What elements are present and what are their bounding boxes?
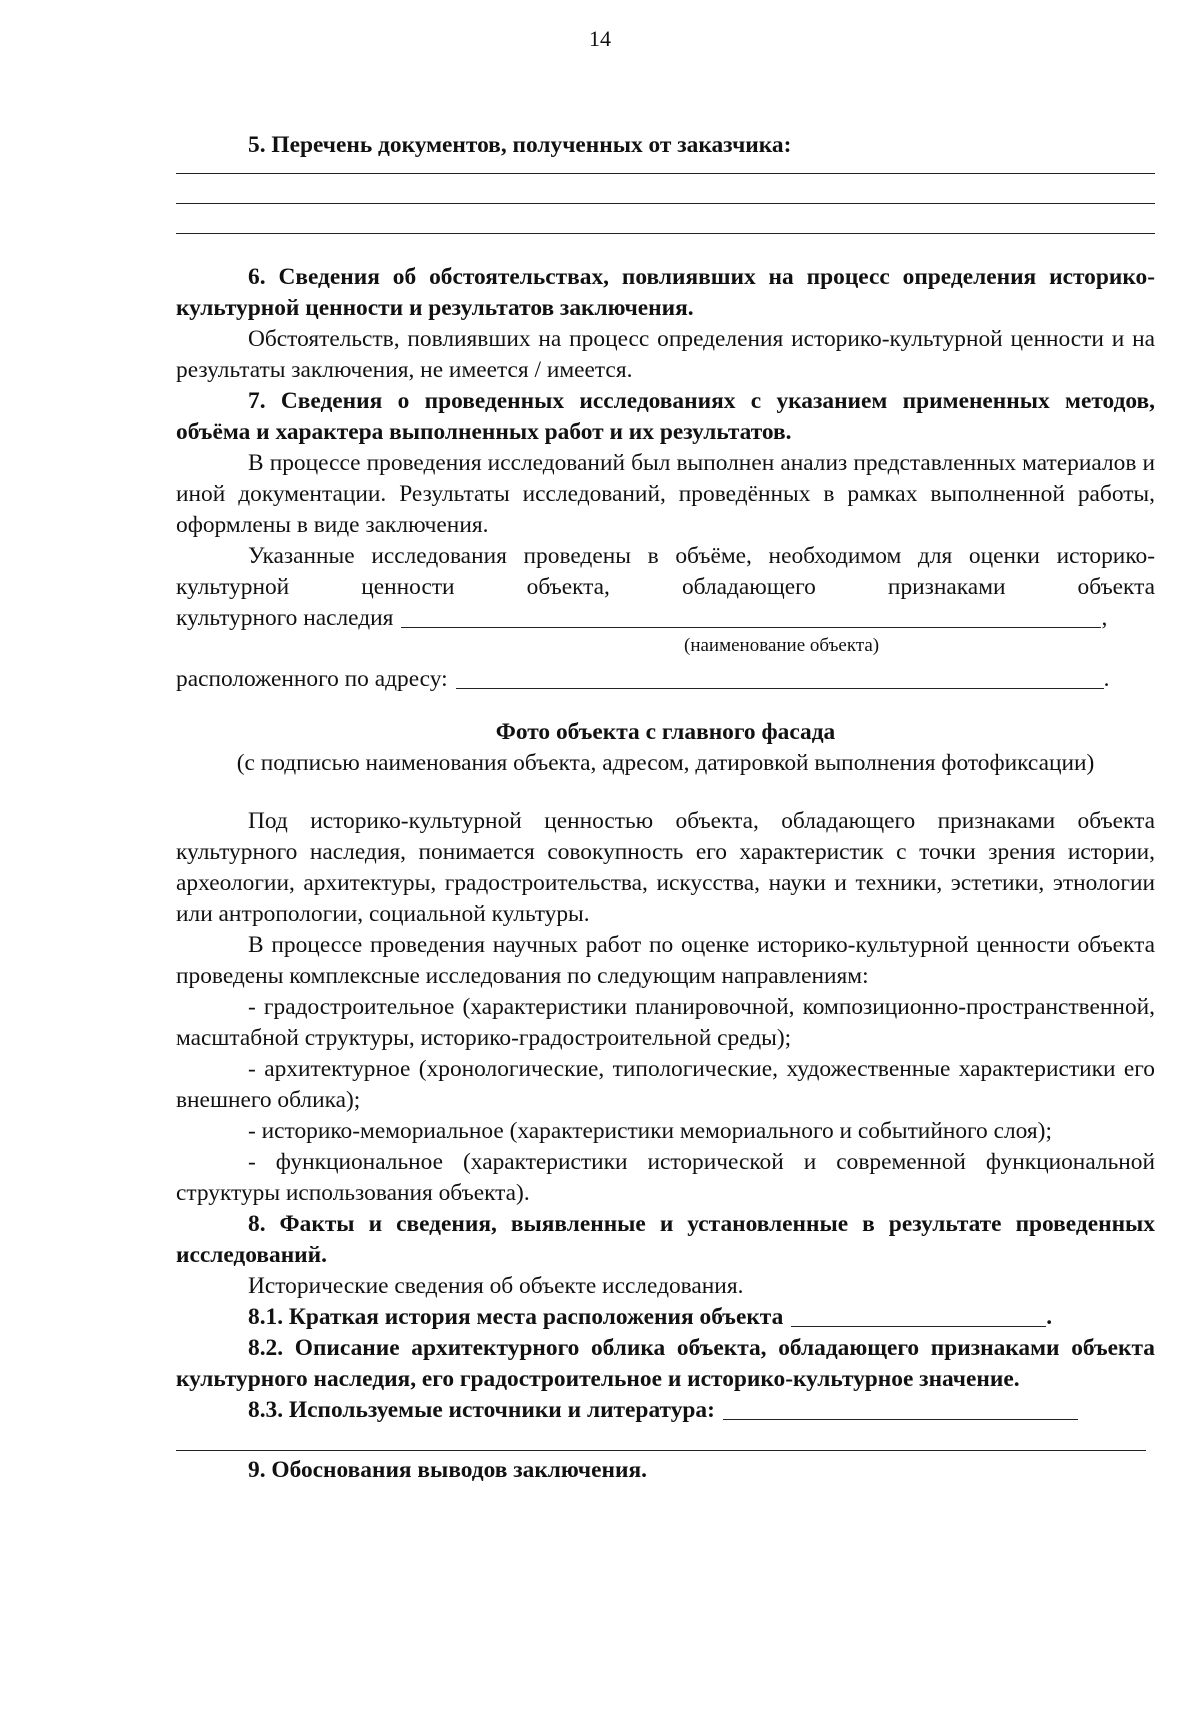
object-name-blank bbox=[401, 627, 1101, 628]
section-8-2-title: 8.2. Описание архитектурного облика объекта, обладающего признаками объекта культурного наследия, его градостроительное и историко-культурное значение. bbox=[176, 1335, 1155, 1392]
page-number: 14 bbox=[589, 26, 611, 51]
direction-item: - историко-мемориальное (характеристики мемориального и событийного слоя); bbox=[248, 1118, 1052, 1144]
research-paragraph: В процессе проведения научных работ по оценке историко-культурной ценности объекта проведены комплексные исследования по следующим направлениям: bbox=[176, 932, 1155, 989]
object-name-caption: (наименование объекта) bbox=[684, 635, 880, 656]
address-blank bbox=[456, 688, 1104, 689]
section-8-text: Исторические сведения об объекте исследования. bbox=[248, 1273, 744, 1299]
value-paragraph: Под историко-культурной ценностью объекта, обладающего признаками объекта культурного наследия, понимается совокупность его характеристик с точки зрения истории, археологии, архитектуры, градостроительства, искусства, науки и техники, эстетики, этнологии или антропологии, социальной культуры. bbox=[176, 808, 1155, 927]
section-5-title: 5. Перечень документов, полученных от заказчика: bbox=[248, 132, 792, 158]
blank-line bbox=[176, 173, 1155, 174]
section-8-1-title: 8.1. Краткая история места расположения объекта bbox=[248, 1304, 784, 1330]
section-7-title: 7. Сведения о проведенных исследованиях с указанием примененных методов, объёма и характера выполненных работ и их результатов. bbox=[176, 388, 1155, 445]
blank-line bbox=[176, 233, 1155, 234]
section-8-1-blank bbox=[791, 1326, 1046, 1327]
section-8-3-title: 8.3. Используемые источники и литература: bbox=[248, 1397, 715, 1423]
direction-item: - архитектурное (хронологические, типологические, художественные характеристики его внешнего облика); bbox=[176, 1056, 1155, 1113]
section-6-text: Обстоятельств, повлиявших на процесс определения историко-культурной ценности и на результаты заключения, не имеется / имеется. bbox=[176, 326, 1155, 383]
blank-line bbox=[176, 203, 1155, 204]
section-6-title: 6. Сведения об обстоятельствах, повлиявших на процесс определения историко-культурной ценности и результатов заключения. bbox=[176, 264, 1155, 321]
object-name-comma: , bbox=[1101, 605, 1108, 631]
photo-title: Фото объекта с главного фасада bbox=[495, 719, 836, 745]
direction-item: - функциональное (характеристики исторической и современной функциональной структуры использования объекта). bbox=[176, 1149, 1155, 1206]
section-7-paragraph-2: Указанные исследования проведены в объёме, необходимом для оценки историко-культурной ценности объекта, обладающего признаками объекта bbox=[176, 543, 1155, 600]
photo-note: (с подписью наименования объекта, адресом, датировкой выполнения фотофиксации) bbox=[236, 750, 1095, 776]
address-lead: расположенного по адресу: bbox=[176, 666, 448, 692]
section-8-3-blank bbox=[723, 1419, 1078, 1420]
section-8-3-row bbox=[176, 1395, 1155, 1426]
direction-item: - градостроительное (характеристики планировочной, композиционно-пространственной, масштабной структуры, историко-градостроительной среды); bbox=[176, 994, 1155, 1051]
section-8-title: 8. Факты и сведения, выявленные и установленные в результате проведенных исследований. bbox=[176, 1211, 1155, 1268]
document-body bbox=[176, 130, 1155, 1486]
section-9-title: 9. Обоснования выводов заключения. bbox=[248, 1457, 647, 1483]
object-name-row bbox=[176, 603, 1155, 634]
address-end: . bbox=[1103, 666, 1110, 692]
address-row bbox=[176, 664, 1155, 695]
section-7-paragraph: В процессе проведения исследований был выполнен анализ представленных материалов и иной документации. Результаты исследований, проведённых в рамках выполненной работы, оформлены в виде заключения. bbox=[176, 450, 1155, 538]
section-8-1-row bbox=[176, 1302, 1155, 1333]
section-8-1-end: . bbox=[1046, 1304, 1053, 1330]
object-name-lead: культурного наследия bbox=[176, 605, 394, 631]
blank-line bbox=[176, 1450, 1146, 1451]
